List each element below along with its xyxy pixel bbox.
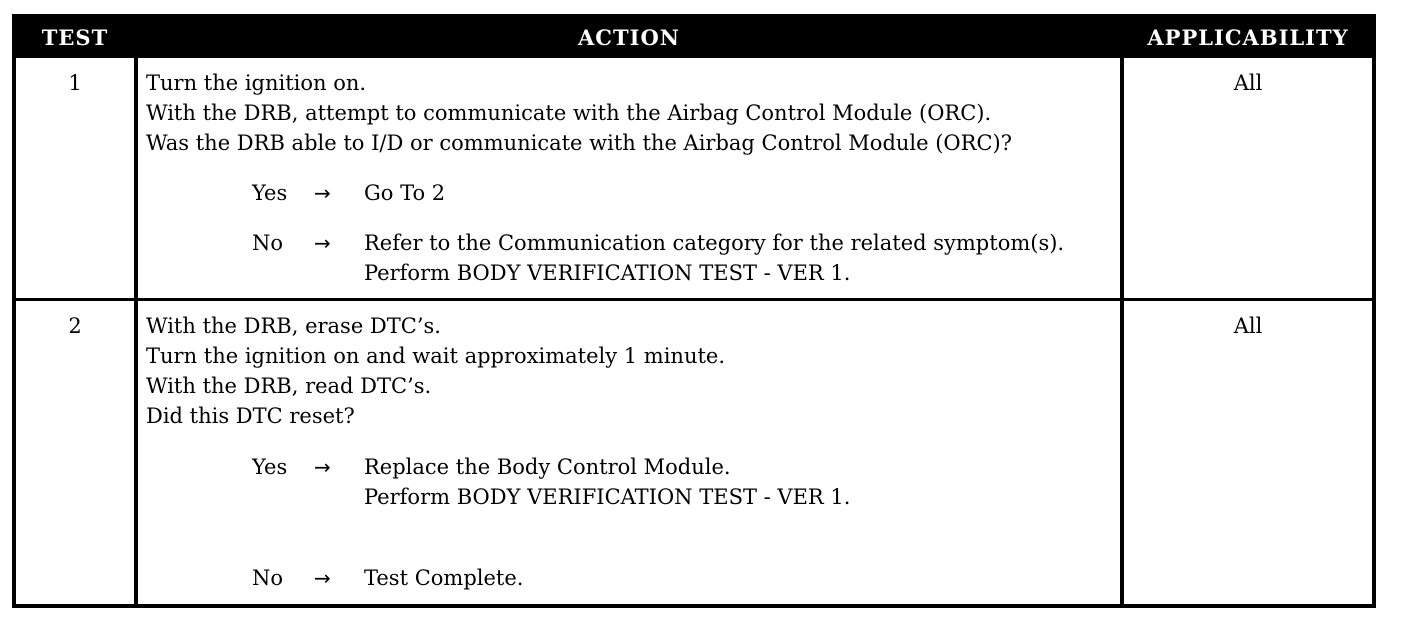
test-instructions bbox=[146, 311, 1112, 431]
instruction-line: Did this DTC reset? bbox=[146, 404, 355, 428]
response-label: No bbox=[252, 566, 284, 590]
response-text bbox=[364, 178, 445, 208]
response-line: Go To 2 bbox=[364, 181, 446, 205]
instruction-line: With the DRB, attempt to communicate with the Airbag Control Module (ORC). bbox=[146, 101, 992, 125]
header-test: TEST bbox=[41, 25, 109, 50]
table-header bbox=[16, 18, 1372, 58]
response-text bbox=[364, 228, 1064, 288]
response-label: Yes bbox=[252, 455, 288, 479]
test-number: 2 bbox=[68, 314, 82, 338]
response-label: Yes bbox=[252, 181, 288, 205]
right-arrow-icon: → bbox=[314, 566, 331, 590]
response-line: Perform BODY VERIFICATION TEST - VER 1. bbox=[364, 261, 851, 285]
right-arrow-icon: → bbox=[314, 455, 331, 479]
response-line: Refer to the Communication category for the related symptom(s). bbox=[364, 231, 1065, 255]
response-text bbox=[364, 563, 523, 593]
instruction-line: Turn the ignition on. bbox=[146, 71, 367, 95]
table-row-test-1 bbox=[16, 58, 1372, 298]
instruction-line: With the DRB, erase DTC’s. bbox=[146, 314, 441, 338]
applicability-value: All bbox=[1233, 71, 1263, 95]
response-text bbox=[364, 452, 850, 512]
response-line: Perform BODY VERIFICATION TEST - VER 1. bbox=[364, 485, 851, 509]
diagnostic-test-table bbox=[12, 14, 1376, 608]
header-applicability: APPLICABILITY bbox=[1147, 25, 1349, 50]
applicability-value: All bbox=[1233, 314, 1263, 338]
instruction-line: Was the DRB able to I/D or communicate with the Airbag Control Module (ORC)? bbox=[146, 131, 1012, 155]
table-row-test-2 bbox=[16, 301, 1372, 604]
right-arrow-icon: → bbox=[314, 181, 331, 205]
response-line: Test Complete. bbox=[364, 566, 524, 590]
instruction-line: Turn the ignition on and wait approximately 1 minute. bbox=[146, 344, 726, 368]
response-line: Replace the Body Control Module. bbox=[364, 455, 731, 479]
right-arrow-icon: → bbox=[314, 231, 331, 255]
test-number: 1 bbox=[68, 71, 82, 95]
test-instructions bbox=[146, 68, 1112, 158]
header-action: ACTION bbox=[578, 25, 680, 50]
response-label: No bbox=[252, 231, 284, 255]
instruction-line: With the DRB, read DTC’s. bbox=[146, 374, 432, 398]
